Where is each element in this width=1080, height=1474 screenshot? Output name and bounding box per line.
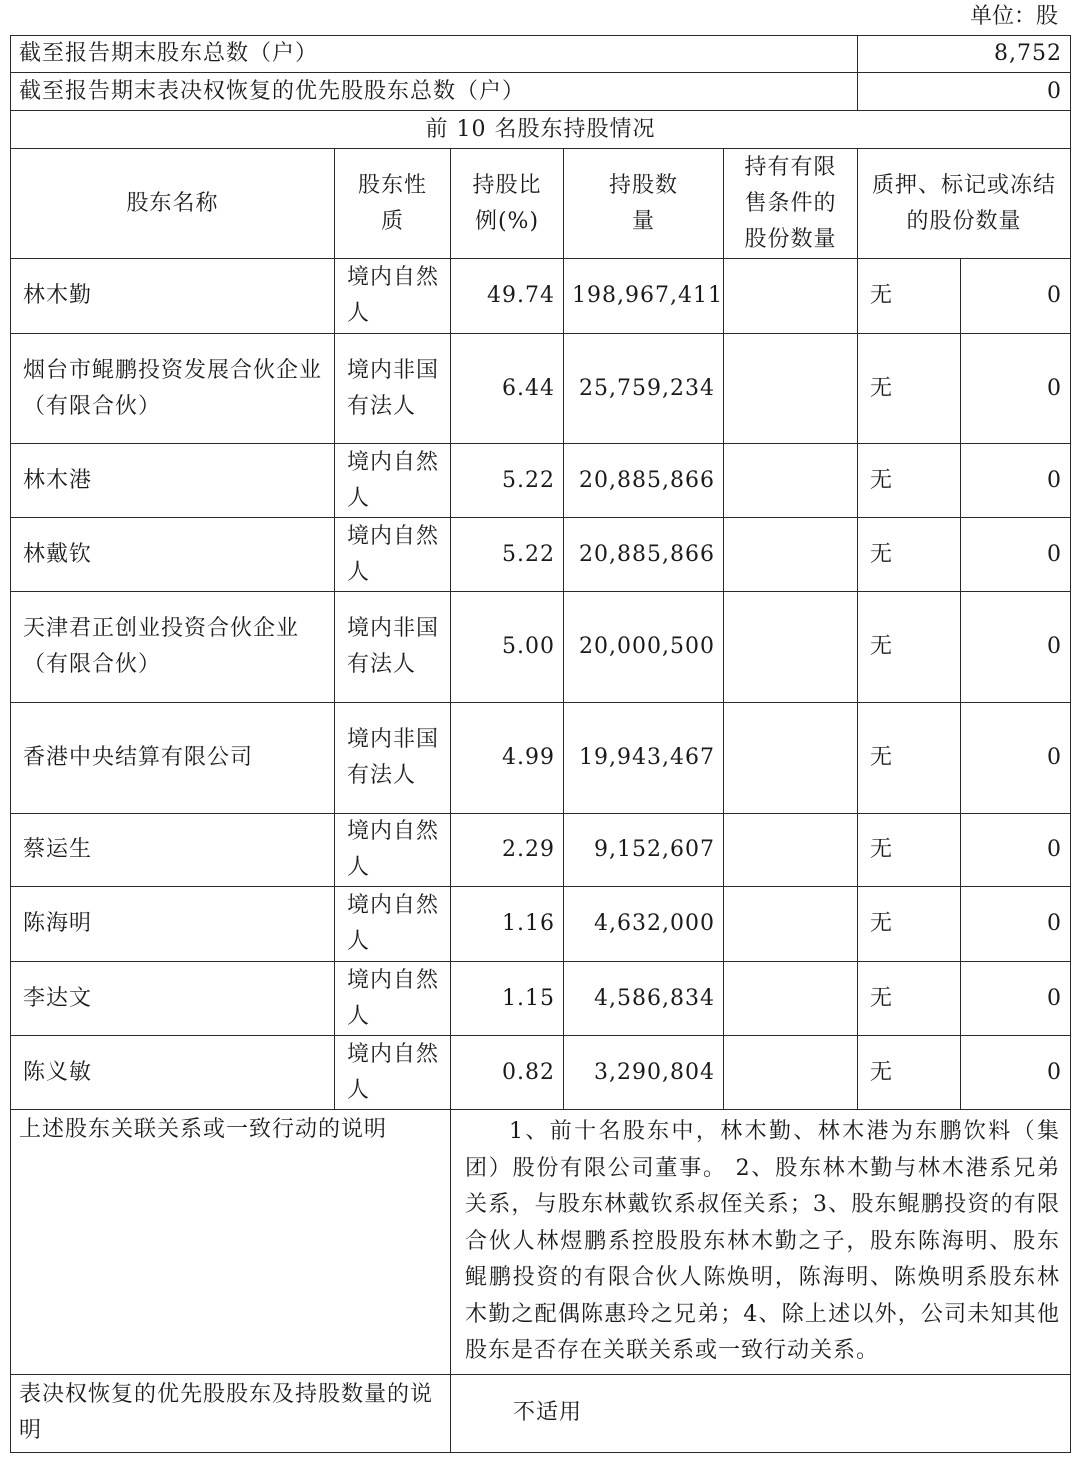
- shareholder-name: 烟台市鲲鹏投资发展合伙企业（有限合伙）: [11, 334, 335, 444]
- holding-ratio: 0.82: [451, 1036, 564, 1110]
- restricted-quantity: [724, 887, 858, 962]
- shareholder-name: 天津君正创业投资合伙企业（有限合伙）: [11, 592, 335, 703]
- pledge-quantity: 0: [961, 334, 1071, 444]
- table-row: [11, 592, 1071, 703]
- header-restricted: 持有有限售条件的股份数量: [724, 149, 858, 259]
- holding-ratio: 49.74: [451, 259, 564, 334]
- table-row: [11, 814, 1071, 887]
- pledge-status: 无: [858, 814, 961, 887]
- restricted-quantity: [724, 1036, 858, 1110]
- pledge-status: 无: [858, 703, 961, 814]
- section-title-row: [11, 111, 1071, 149]
- holding-ratio: 2.29: [451, 814, 564, 887]
- pledge-status: 无: [858, 1036, 961, 1110]
- pledge-status: 无: [858, 887, 961, 962]
- pledge-quantity: 0: [961, 887, 1071, 962]
- summary-row-preferred: [11, 73, 1071, 111]
- shareholder-name: 李达文: [11, 962, 335, 1036]
- shareholder-type: 境内自然人: [335, 259, 451, 334]
- table-row: [11, 259, 1071, 334]
- shareholder-type: 境内非国有法人: [335, 703, 451, 814]
- restricted-quantity: [724, 814, 858, 887]
- holding-quantity: 20,000,500: [564, 592, 724, 703]
- shareholder-type: 境内自然人: [335, 962, 451, 1036]
- summary-row-total: [11, 36, 1071, 73]
- table-row: [11, 444, 1071, 518]
- holding-quantity: 25,759,234: [564, 334, 724, 444]
- shareholder-type: 境内非国有法人: [335, 592, 451, 703]
- header-ratio: 持股比例(%): [451, 149, 564, 259]
- relation-text: 1、前十名股东中，林木勤、林木港为东鹏饮料（集团）股份有限公司董事。 2、股东林木勤与林木港系兄弟关系，与股东林戴钦系叔侄关系；3、股东鲲鹏投资的有限合伙人林煜鹏系控股股东林木勤之子，股东陈海明、股东鲲鹏投资的有限合伙人陈焕明，陈海明、陈焕明系股东林木勤之配偶陈惠玲之兄弟；4、除上述以外，公司未知其他股东是否存在关联关系或一致行动关系。: [451, 1110, 1071, 1375]
- pledge-quantity: 0: [961, 703, 1071, 814]
- table-row: [11, 962, 1071, 1036]
- holding-ratio: 4.99: [451, 703, 564, 814]
- holding-ratio: 5.00: [451, 592, 564, 703]
- holding-ratio: 5.22: [451, 518, 564, 592]
- pledge-quantity: 0: [961, 259, 1071, 334]
- pledge-status: 无: [858, 444, 961, 518]
- summary-label: 截至报告期末表决权恢复的优先股股东总数（户）: [11, 73, 858, 111]
- pledge-status: 无: [858, 518, 961, 592]
- summary-value: 0: [858, 73, 1071, 111]
- relation-row: [11, 1110, 1071, 1375]
- header-quantity: 持股数量: [564, 149, 724, 259]
- holding-ratio: 5.22: [451, 444, 564, 518]
- preferred-text: 不适用: [451, 1374, 1071, 1452]
- holding-quantity: 198,967,411: [564, 259, 724, 334]
- restricted-quantity: [724, 703, 858, 814]
- holding-quantity: 9,152,607: [564, 814, 724, 887]
- restricted-quantity: [724, 444, 858, 518]
- shareholder-table: [10, 35, 1071, 1453]
- restricted-quantity: [724, 592, 858, 703]
- shareholder-name: 香港中央结算有限公司: [11, 703, 335, 814]
- header-pledge: 质押、标记或冻结的股份数量: [858, 149, 1071, 259]
- holding-quantity: 3,290,804: [564, 1036, 724, 1110]
- shareholder-type: 境内非国有法人: [335, 334, 451, 444]
- shareholder-type: 境内自然人: [335, 444, 451, 518]
- pledge-status: 无: [858, 259, 961, 334]
- relation-label: 上述股东关联关系或一致行动的说明: [11, 1110, 451, 1375]
- restricted-quantity: [724, 259, 858, 334]
- header-type: 股东性质: [335, 149, 451, 259]
- shareholder-type: 境内自然人: [335, 814, 451, 887]
- holding-quantity: 4,586,834: [564, 962, 724, 1036]
- holding-ratio: 1.16: [451, 887, 564, 962]
- preferred-label: 表决权恢复的优先股股东及持股数量的说明: [11, 1374, 451, 1452]
- pledge-quantity: 0: [961, 814, 1071, 887]
- pledge-status: 无: [858, 592, 961, 703]
- shareholder-name: 陈义敏: [11, 1036, 335, 1110]
- table-row: [11, 1036, 1071, 1110]
- pledge-quantity: 0: [961, 444, 1071, 518]
- preferred-row: [11, 1374, 1071, 1452]
- summary-label: 截至报告期末股东总数（户）: [11, 36, 858, 73]
- restricted-quantity: [724, 334, 858, 444]
- unit-label: 单位：股: [969, 4, 1058, 29]
- pledge-quantity: 0: [961, 1036, 1071, 1110]
- holding-quantity: 20,885,866: [564, 518, 724, 592]
- holding-quantity: 20,885,866: [564, 444, 724, 518]
- pledge-quantity: 0: [961, 592, 1071, 703]
- holding-quantity: 4,632,000: [564, 887, 724, 962]
- holding-ratio: 1.15: [451, 962, 564, 1036]
- shareholder-name: 林戴钦: [11, 518, 335, 592]
- shareholder-name: 林木勤: [11, 259, 335, 334]
- holding-ratio: 6.44: [451, 334, 564, 444]
- summary-value: 8,752: [858, 36, 1071, 73]
- table-row: [11, 703, 1071, 814]
- shareholder-type: 境内自然人: [335, 518, 451, 592]
- restricted-quantity: [724, 518, 858, 592]
- holding-quantity: 19,943,467: [564, 703, 724, 814]
- header-name: 股东名称: [11, 149, 335, 259]
- section-title: 前 10 名股东持股情况: [11, 111, 1071, 149]
- shareholder-name: 陈海明: [11, 887, 335, 962]
- pledge-quantity: 0: [961, 962, 1071, 1036]
- shareholder-type: 境内自然人: [335, 887, 451, 962]
- restricted-quantity: [724, 962, 858, 1036]
- pledge-status: 无: [858, 962, 961, 1036]
- shareholder-name: 蔡运生: [11, 814, 335, 887]
- pledge-quantity: 0: [961, 518, 1071, 592]
- shareholder-type: 境内自然人: [335, 1036, 451, 1110]
- shareholder-name: 林木港: [11, 444, 335, 518]
- pledge-status: 无: [858, 334, 961, 444]
- table-row: [11, 334, 1071, 444]
- table-row: [11, 887, 1071, 962]
- header-row: [11, 149, 1071, 259]
- table-row: [11, 518, 1071, 592]
